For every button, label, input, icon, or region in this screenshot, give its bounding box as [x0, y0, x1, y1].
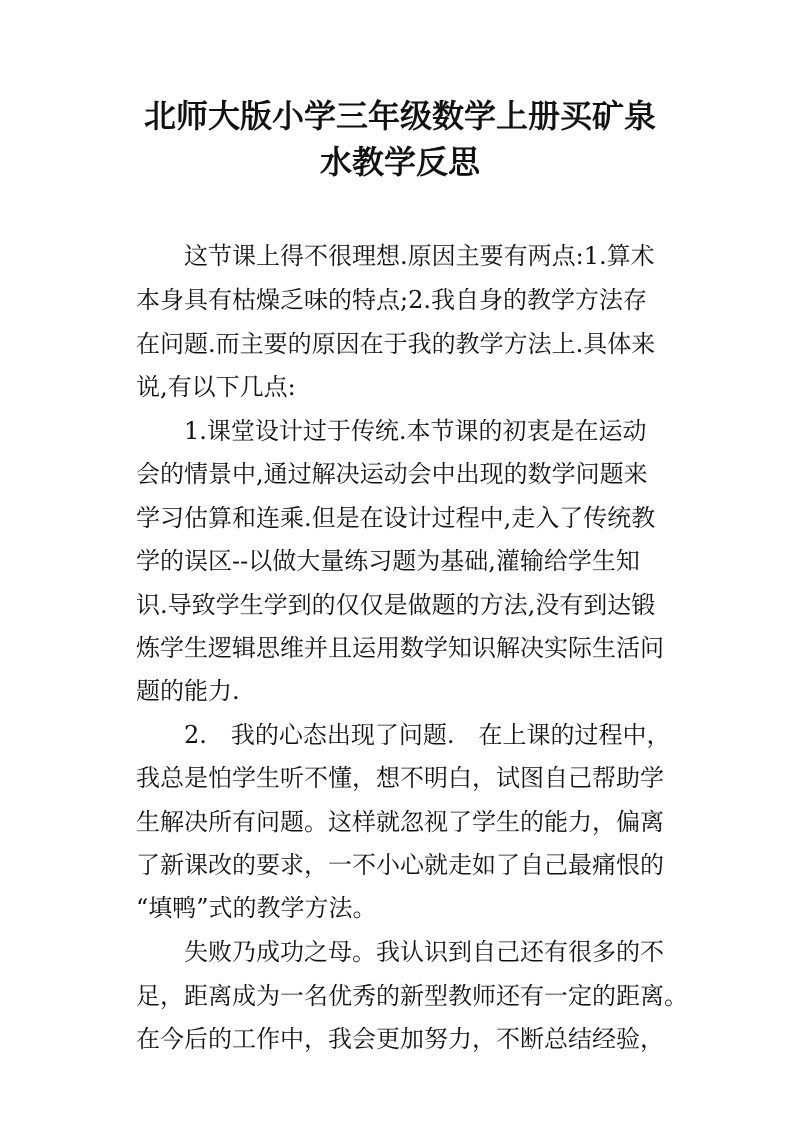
body-line: 题的能力. — [136, 677, 240, 705]
body-line: 这节课上得不很理想.原因主要有两点:1.算术 — [136, 242, 655, 270]
body-line: 失败乃成功之母。我认识到自己还有很多的不 — [136, 938, 664, 966]
body-line: 足，距离成为一名优秀的新型教师还有一定的距离。 — [136, 982, 688, 1010]
body-line: 本身具有枯燥乏味的特点;2.我自身的教学方法存 — [136, 286, 647, 314]
body-line: 说,有以下几点: — [136, 373, 296, 401]
body-line: 识.导致学生学到的仅仅是做题的方法,没有到达锻 — [136, 591, 656, 619]
body-line: 了新课改的要求，一不小心就走如了自己最痛恨的 — [136, 851, 664, 879]
body-line: “填鸭”式的教学方法。 — [136, 894, 377, 922]
body-line: 1.课堂设计过于传统.本节课的初衷是在运动 — [136, 417, 647, 445]
body-line: 学习估算和连乘.但是在设计过程中,走入了传统教 — [136, 504, 656, 532]
document-title-line-2: 水教学反思 — [319, 143, 480, 181]
body-line: 2. 我的心态出现了问题. 在上课的过程中， — [136, 721, 671, 749]
body-line: 在问题.而主要的原因在于我的教学方法上.具体来 — [136, 330, 656, 358]
body-line: 炼学生逻辑思维并且运用数学知识解决实际生活问 — [136, 634, 664, 662]
body-line: 在今后的工作中，我会更加努力，不断总结经验， — [136, 1025, 664, 1053]
body-line: 会的情景中,通过解决运动会中出现的数学问题来 — [136, 460, 648, 488]
body-line: 学的误区--以做大量练习题为基础,灌输给学生知 — [136, 547, 640, 575]
body-line: 我总是怕学生听不懂，想不明白，试图自己帮助学 — [136, 764, 664, 792]
document-title-line-1: 北师大版小学三年级数学上册买矿泉 — [143, 97, 656, 135]
body-line: 生解决所有问题。这样就忽视了学生的能力，偏离 — [136, 808, 664, 836]
